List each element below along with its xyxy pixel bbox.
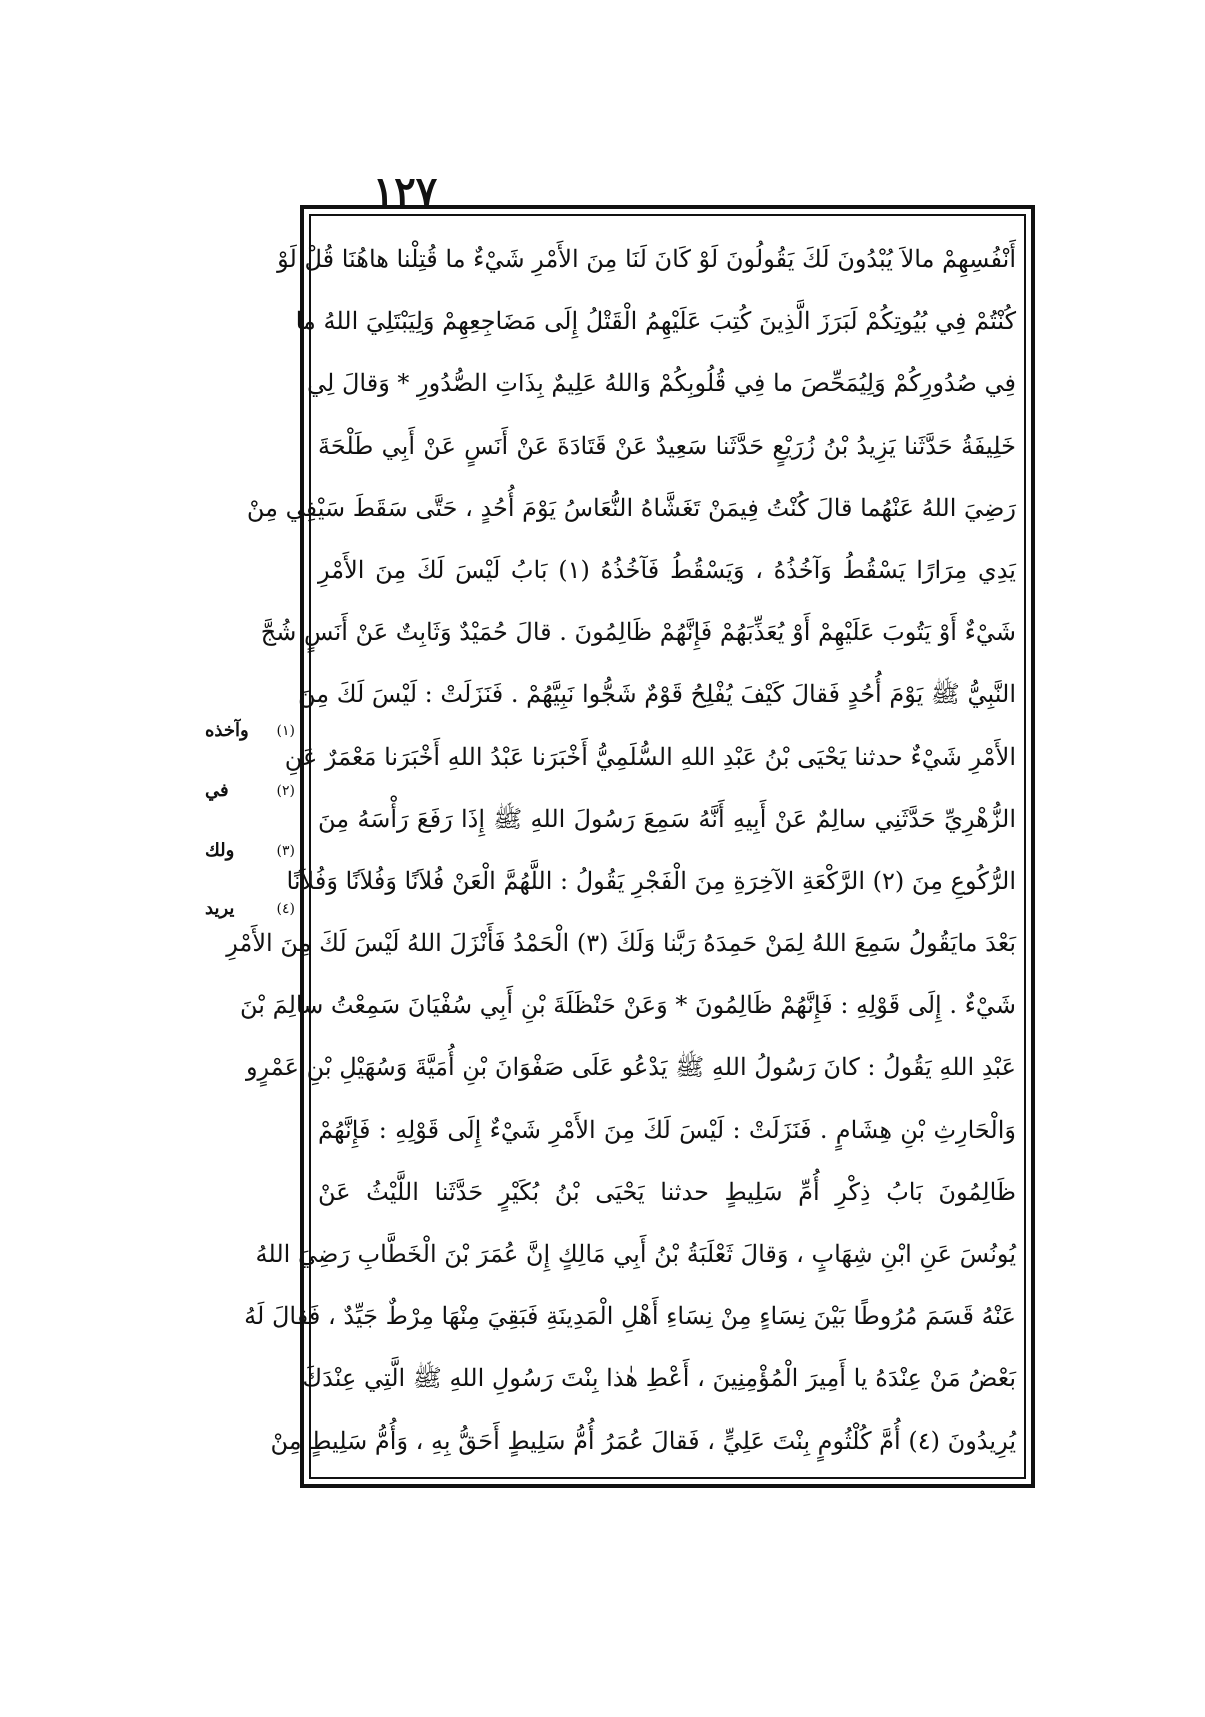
text-line: شَيْءٌ . إِلَى قَوْلِهِ : فَإِنَّهُمْ ظَالِمُونَ * وَعَنْ حَنْظَلَةَ بْنِ أَبِي سُفْيَانَ سَمِعْتُ سالِمَ بْنَ xyxy=(240,991,1016,1020)
text-line: خَلِيفَةُ حَدَّثَنا يَزِيدُ بْنُ زُرَيْعٍ حَدَّثَنا سَعِيدٌ عَنْ قَتَادَةَ عَنْ أَنَسٍ عَنْ أَبِي طَلْحَةَ xyxy=(318,431,1016,460)
text-line: ظَالِمُونَ بَابُ ذِكْرِ أُمِّ سَلِيطٍ حدثنا يَحْيَى بْنُ بُكَيْرٍ حَدَّثَنا اللَّيْثُ عَنْ xyxy=(318,1177,1016,1206)
text-line: الأَمْرِ شَيْءٌ حدثنا يَحْيَى بْنُ عَبْدِ اللهِ السُّلَمِيُّ أَخْبَرَنا عَبْدُ اللهِ أَخْبَرَنا مَعْمَرٌ عَنِ xyxy=(284,742,1016,771)
text-line: فِي صُدُورِكُمْ وَلِيُمَحِّصَ ما فِي قُلُوبِكُمْ وَاللهُ عَلِيمٌ بِذَاتِ الصُّدُورِ * وَقالَ لِي xyxy=(307,369,1016,398)
margin-note xyxy=(205,898,295,919)
text-line: كُنْتُمْ فِي بُيُوتِكُمْ لَبَرَزَ الَّذِينَ كُتِبَ عَلَيْهِمُ الْقَتْلُ إِلَى مَضَاجِعِهِمْ وَلِيَبْتَلِيَ اللهُ ما xyxy=(295,307,1016,336)
page-number: ١٢٧ xyxy=(372,168,438,215)
text-line: شَيْءٌ أَوْ يَتُوبَ عَلَيْهِمْ أَوْ يُعَذِّبَهُمْ فَإِنَّهُمْ ظَالِمُونَ . قالَ حُمَيْدٌ وَثَابِتٌ عَنْ أَنَسٍ شُجَّ xyxy=(260,618,1016,647)
text-line: وَالْحَارِثِ بْنِ هِشَامٍ . فَنَزَلَتْ : لَيْسَ لَكَ مِنَ الأَمْرِ شَيْءٌ إِلَى قَوْلِهِ : فَإِنَّهُمْ xyxy=(318,1115,1016,1144)
text-line: بَعْضُ مَنْ عِنْدَهُ يا أَمِيرَ الْمُؤْمِنِينَ ، أَعْطِ هٰذا بِنْتَ رَسُولِ اللهِ ﷺ الَّتِي عِنْدَكَ xyxy=(302,1364,1016,1393)
text-line: الزُّهْرِيِّ حَدَّثَنِي سالِمٌ عَنْ أَبِيهِ أَنَّهُ سَمِعَ رَسُولَ اللهِ ﷺ إِذَا رَفَعَ رَأْسَهُ مِنَ xyxy=(318,804,1016,833)
text-line: يُرِيدُونَ (٤) أُمَّ كُلْثُومٍ بِنْتَ عَلِيٍّ ، فَقالَ عُمَرُ أُمُّ سَلِيطٍ أَحَقُّ بِهِ ، وَأُمُّ سَلِيطٍ مِنْ xyxy=(270,1426,1016,1455)
margin-note-number: (١) xyxy=(276,722,295,739)
margin-note-text: يريد xyxy=(205,898,235,919)
text-line: أَنْفُسِهِمْ مالاَ يُبْدُونَ لَكَ يَقُولُونَ لَوْ كَانَ لَنَا مِنَ الأَمْرِ شَيْءٌ ما قُتِلْنا هاهُنَا قُلْ لَوْ xyxy=(277,245,1016,273)
text-line: عَنْهُ قَسَمَ مُرُوطًا بَيْنَ نِسَاءٍ مِنْ نِسَاءِ أَهْلِ الْمَدِينَةِ فَبَقِيَ مِنْهَا مِرْطٌ جَيِّدٌ ، فَقالَ لَهُ xyxy=(244,1302,1016,1331)
margin-note-text: في xyxy=(205,780,229,801)
text-line: عَبْدِ اللهِ يَقُولُ : كانَ رَسُولُ اللهِ ﷺ يَدْعُو عَلَى صَفْوَانَ بْنِ أُمَيَّةَ وَسُهَيْلِ بْنِ عَمْرٍو xyxy=(245,1053,1016,1082)
margin-note-number: (٤) xyxy=(276,900,295,917)
margin-note xyxy=(205,720,295,741)
margin-note-text: ولك xyxy=(205,840,235,861)
margin-note-text: وآخذه xyxy=(205,720,249,741)
text-line: يُونُسَ عَنِ ابْنِ شِهَابٍ ، وَقالَ ثَعْلَبَةُ بْنُ أَبِي مَالِكٍ إِنَّ عُمَرَ بْنَ الْخَطَّابِ رَضِيَ اللهُ xyxy=(255,1240,1016,1268)
main-text-block xyxy=(226,228,1016,1473)
text-line: الرُّكُوعِ مِنَ (٢) الرَّكْعَةِ الآخِرَةِ مِنَ الْفَجْرِ يَقُولُ : اللَّهُمَّ الْعَنْ فُلاَنًا وَفُلاَنًا وَفُلاَنًا xyxy=(286,866,1016,895)
text-line: النَّبِيُّ ﷺ يَوْمَ أُحُدٍ فَقالَ كَيْفَ يُفْلِحُ قَوْمٌ شَجُّوا نَبِيَّهُمْ . فَنَزَلَتْ : لَيْسَ لَكَ مِنَ xyxy=(297,680,1016,709)
text-line: بَعْدَ مايَقُولُ سَمِعَ اللهُ لِمَنْ حَمِدَهُ رَبَّنا وَلَكَ (٣) الْحَمْدُ فَأَنْزَلَ اللهُ لَيْسَ لَكَ مِنَ الأَمْرِ xyxy=(226,929,1016,958)
text-line: رَضِيَ اللهُ عَنْهُما قالَ كُنْتُ فِيمَنْ تَغَشَّاهُ النُّعَاسُ يَوْمَ أُحُدٍ ، حَتَّى سَقَطَ سَيْفِي مِنْ xyxy=(246,493,1016,522)
text-line: يَدِي مِرَارًا يَسْقُطُ وَآخُذُهُ ، وَيَسْقُطُ فَآخُذُهُ (١) بَابُ لَيْسَ لَكَ مِنَ الأَمْرِ xyxy=(318,555,1016,584)
margin-note-number: (٢) xyxy=(276,782,295,799)
margin-note-number: (٣) xyxy=(276,842,295,859)
margin-note xyxy=(205,840,295,861)
margin-note xyxy=(205,780,295,801)
